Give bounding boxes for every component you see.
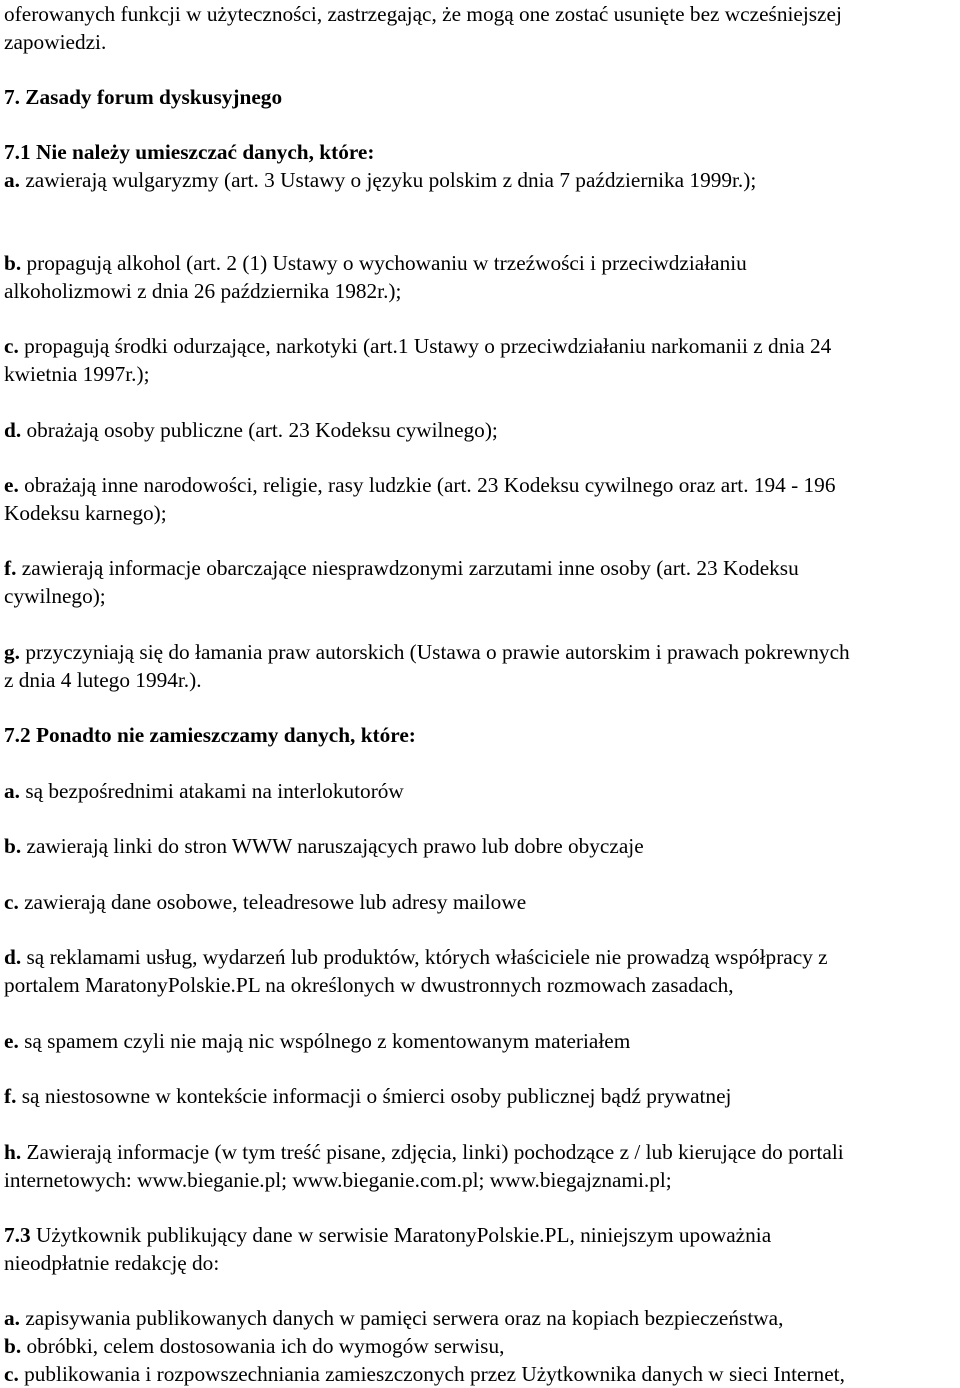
list-item-7-2-d-cont: portalem MaratonyPolskie.PL na określonych w dwustronnych rozmowach zasadach, — [4, 973, 734, 997]
list-item-7-2-b — [4, 832, 644, 860]
list-item-7-2-d — [4, 943, 828, 971]
list-marker: d. — [4, 418, 22, 442]
list-marker: a. — [4, 779, 20, 803]
list-item-text: obrażają inne narodowości, religie, rasy ludzkie (art. 23 Kodeksu cywilnego oraz art. 194 - 196 — [24, 473, 836, 497]
list-marker: b. — [4, 1334, 22, 1358]
list-item-7-1-d — [4, 416, 498, 444]
list-item-text: są spamem czyli nie mają nic wspólnego z komentowanym materiałem — [24, 1029, 631, 1053]
list-item-7-1-c — [4, 332, 831, 360]
list-item-text: propagują alkohol (art. 2 (1) Ustawy o wychowaniu w trzeźwości i przeciwdziałaniu — [26, 251, 747, 275]
list-item-text: są bezpośrednimi atakami na interlokutorów — [25, 779, 404, 803]
list-item-7-2-c — [4, 888, 526, 916]
intro-line-1: oferowanych funkcji w użyteczności, zastrzegając, że mogą one zostać usunięte bez wcześniejszej — [4, 2, 842, 26]
list-item-text: przyczyniają się do łamania praw autorskich (Ustawa o prawie autorskim i prawach pokrewnych — [25, 640, 850, 664]
list-item-7-1-f — [4, 554, 799, 582]
list-item-7-2-h-cont: internetowych: www.bieganie.pl; www.bieganie.com.pl; www.biegajznami.pl; — [4, 1168, 672, 1192]
section-7-3-number: 7.3 — [4, 1223, 31, 1247]
list-item-7-2-a — [4, 777, 404, 805]
list-item-7-1-a — [4, 166, 756, 194]
list-item-7-1-g — [4, 638, 850, 666]
section-7-3-text: Użytkownik publikujący dane w serwisie MaratonyPolskie.PL, niniejszym upoważnia — [35, 1223, 772, 1247]
section-7-heading: 7. Zasady forum dyskusyjnego — [4, 85, 283, 109]
list-item-text: zawierają linki do stron WWW naruszających prawo lub dobre obyczaje — [26, 834, 644, 858]
list-marker: e. — [4, 1029, 19, 1053]
list-marker: c. — [4, 890, 19, 914]
list-item-text: zawierają wulgaryzmy (art. 3 Ustawy o języku polskim z dnia 7 października 1999r.); — [25, 168, 757, 192]
list-marker: e. — [4, 473, 19, 497]
section-7-2-heading: 7.2 Ponadto nie zamieszczamy danych, które: — [4, 723, 416, 747]
list-marker: c. — [4, 1362, 19, 1386]
list-item-text: zawierają informacje obarczające niesprawdzonymi zarzutami inne osoby (art. 23 Kodeksu — [21, 556, 799, 580]
list-item-text: publikowania i rozpowszechniania zamieszczonych przez Użytkownika danych w sieci Internet, — [24, 1362, 845, 1386]
list-marker: a. — [4, 168, 20, 192]
list-item-7-3-c — [4, 1360, 845, 1388]
section-7-3-paragraph-cont: nieodpłatnie redakcję do: — [4, 1251, 220, 1275]
list-item-7-3-a — [4, 1304, 783, 1332]
list-marker: b. — [4, 251, 22, 275]
list-item-7-1-b — [4, 249, 747, 277]
list-item-text: obrażają osoby publiczne (art. 23 Kodeksu cywilnego); — [26, 418, 498, 442]
list-item-7-2-e — [4, 1027, 630, 1055]
section-7-3-paragraph — [4, 1221, 771, 1249]
list-marker: c. — [4, 334, 19, 358]
list-item-7-2-f — [4, 1082, 731, 1110]
list-item-7-1-f-cont: cywilnego); — [4, 584, 106, 608]
list-item-7-2-h — [4, 1138, 844, 1166]
list-item-text: są niestosowne w kontekście informacji o śmierci osoby publicznej bądź prywatnej — [21, 1084, 732, 1108]
list-marker: a. — [4, 1306, 20, 1330]
list-item-text: zapisywania publikowanych danych w pamięci serwera oraz na kopiach bezpieczeństwa, — [25, 1306, 784, 1330]
list-item-7-1-g-cont: z dnia 4 lutego 1994r.). — [4, 668, 202, 692]
list-marker: f. — [4, 556, 17, 580]
list-item-text: obróbki, celem dostosowania ich do wymogów serwisu, — [26, 1334, 505, 1358]
list-marker: b. — [4, 834, 22, 858]
intro-line-2: zapowiedzi. — [4, 30, 107, 54]
section-7-1-heading: 7.1 Nie należy umieszczać danych, które: — [4, 140, 375, 164]
list-item-7-1-e-cont: Kodeksu karnego); — [4, 501, 167, 525]
list-item-text: zawierają dane osobowe, teleadresowe lub adresy mailowe — [24, 890, 527, 914]
list-item-7-1-c-cont: kwietnia 1997r.); — [4, 362, 150, 386]
list-item-7-3-b — [4, 1332, 504, 1360]
list-marker: g. — [4, 640, 20, 664]
list-item-text: Zawierają informacje (w tym treść pisane, zdjęcia, linki) pochodzące z / lub kierujące do portali — [26, 1140, 844, 1164]
list-marker: f. — [4, 1084, 17, 1108]
list-marker: d. — [4, 945, 22, 969]
list-marker: h. — [4, 1140, 22, 1164]
list-item-text: propagują środki odurzające, narkotyki (art.1 Ustawy o przeciwdziałaniu narkomanii z dnia 24 — [24, 334, 832, 358]
list-item-text: są reklamami usług, wydarzeń lub produktów, których właściciele nie prowadzą współpracy z — [26, 945, 828, 969]
list-item-7-1-e — [4, 471, 835, 499]
list-item-7-1-b-cont: alkoholizmowi z dnia 26 października 1982r.); — [4, 279, 402, 303]
